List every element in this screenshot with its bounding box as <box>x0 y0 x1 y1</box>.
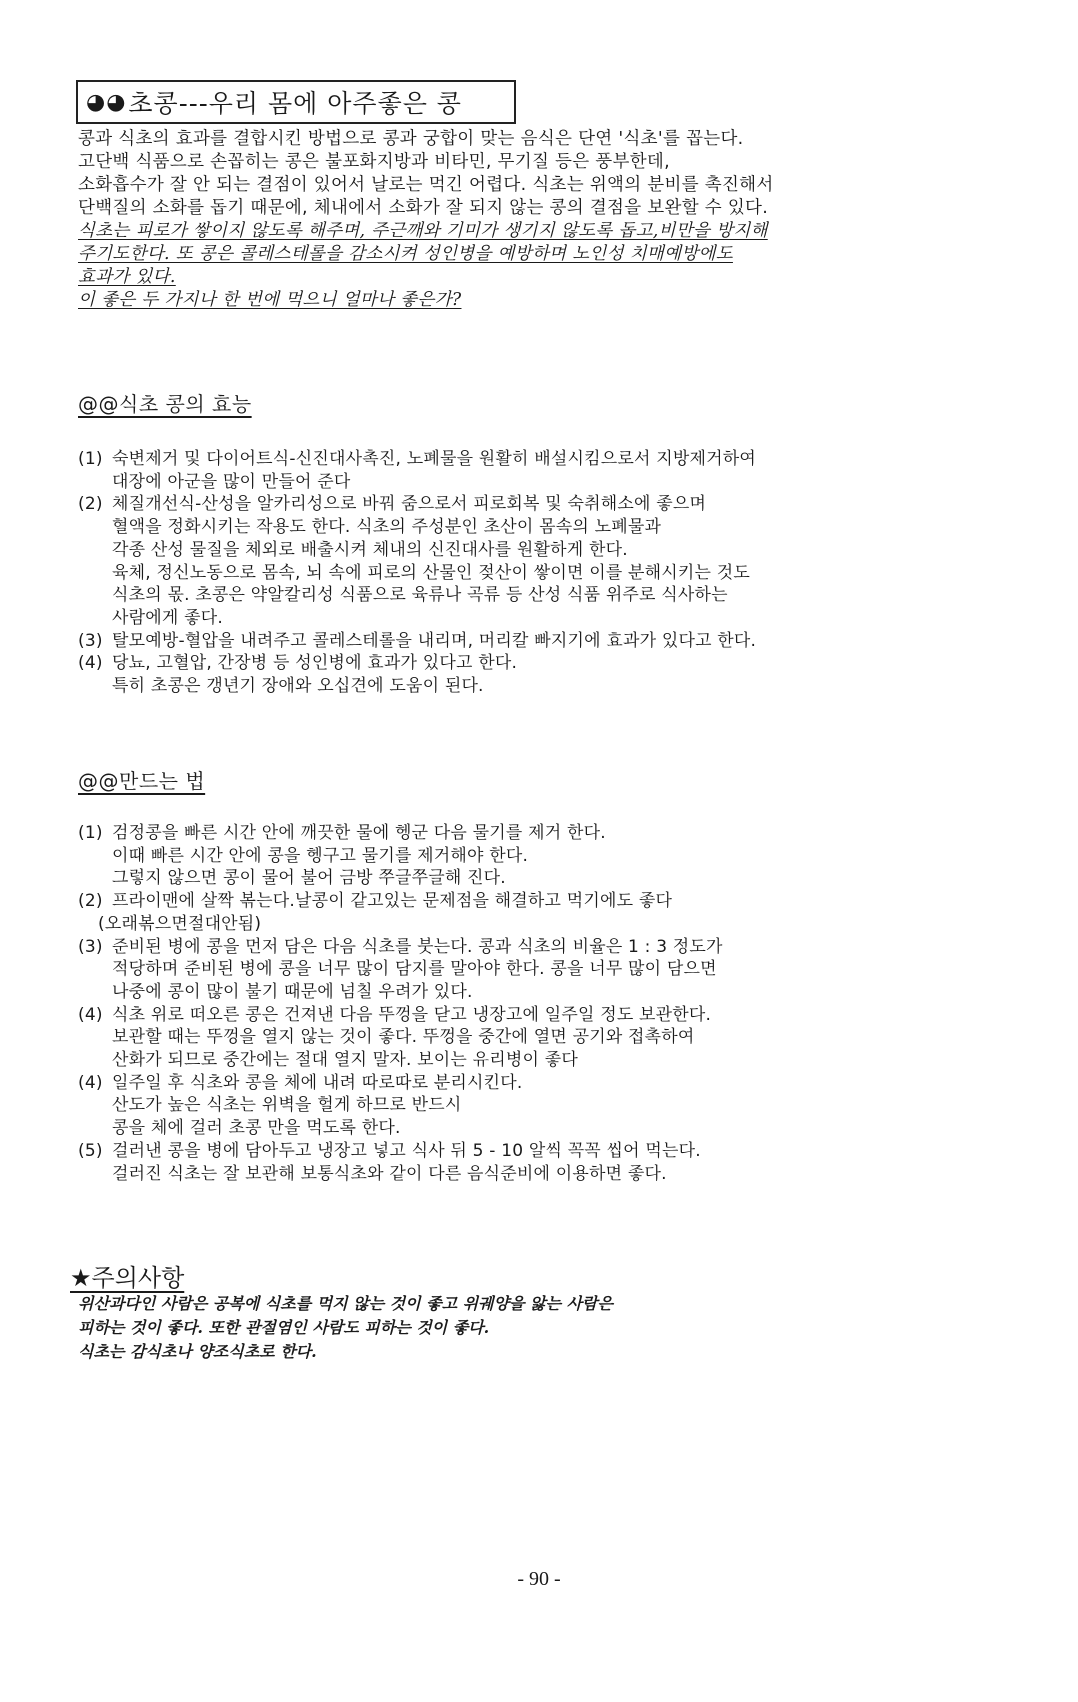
list-item: (3) 탈모예방-혈압을 내려주고 콜레스테롤을 내리며, 머리칼 빠지기에 효과가 있다고 한다. <box>78 630 757 651</box>
warning-heading: ★주의사항 <box>70 1264 185 1292</box>
smiley-icon: ◕◕ <box>86 89 127 115</box>
list-line: 이때 빠른 시간 안에 콩을 헹구고 물기를 제거해야 한다. <box>112 845 529 866</box>
list-line: 준비된 병에 콩을 먼저 담은 다음 식초를 붓는다. 콩과 식초의 비율은 1 : 3 정도가 <box>112 936 723 957</box>
list-line: 사람에게 좋다. <box>112 607 223 628</box>
warning-line: 식초는 감식초나 양조식초로 한다. <box>78 1342 317 1361</box>
list-line: 산도가 높은 식초는 위벽을 헐게 하므로 반드시 <box>112 1095 462 1116</box>
list-item: (2) 프라이맨에 살짝 볶는다.날콩이 같고있는 문제점을 해결하고 먹기에도 좋다 (오래볶으면절대안됨) <box>78 890 998 935</box>
list-line: 콩을 체에 걸러 초콩 만을 먹도록 한다. <box>112 1118 401 1139</box>
list-item: (3) 준비된 병에 콩을 먼저 담은 다음 식초를 붓는다. 콩과 식초의 비율은 1 : 3 정도가 적당하며 준비된 병에 콩을 너무 많이 담지를 말아야 한다. 콩을 너무 많이 담으면 나중에 콩이 많이 불기 때문에 넘칠 우려가 있다. <box>78 936 998 1004</box>
list-line: 걸러낸 콩을 병에 담아두고 냉장고 넣고 식사 뒤 5 - 10 알씩 꼭꼭 씹어 먹는다. <box>112 1140 701 1161</box>
list-line: 프라이맨에 살짝 볶는다.날콩이 같고있는 문제점을 해결하고 먹기에도 좋다 <box>112 891 673 912</box>
list-line: 각종 산성 물질을 체외로 배출시켜 체내의 신진대사를 원활하게 한다. <box>112 539 628 560</box>
page-number: - 90 - <box>517 1568 561 1590</box>
title-box <box>76 80 516 124</box>
warning-line: 위산과다인 사람은 공복에 식초를 먹지 않는 것이 좋고 위궤양을 앓는 사람은 <box>78 1294 613 1313</box>
list-line: 특히 초콩은 갱년기 장애와 오십견에 도움이 된다. <box>112 676 484 697</box>
list-line: 대장에 아군을 많이 만들어 준다 <box>112 471 351 492</box>
handwritten-line: 효과가 있다. <box>78 267 176 287</box>
section-heading-recipe: @@만드는 법 <box>78 769 206 793</box>
intro-line: 단백질의 소화를 돕기 때문에, 체내에서 소화가 잘 되지 않는 콩의 결점을 보완할 수 있다. <box>78 198 769 218</box>
intro-line: 소화흡수가 잘 안 되는 결점이 있어서 날로는 먹긴 어렵다. 식초는 위액의 분비를 촉진해서 <box>78 175 774 195</box>
list-line: 보관할 때는 뚜껑을 열지 않는 것이 좋다. 뚜껑을 중간에 열면 공기와 접촉하여 <box>112 1027 695 1048</box>
intro-paragraph <box>78 128 978 312</box>
list-line: 육체, 정신노동으로 몸속, 뇌 속에 피로의 산물인 젖산이 쌓이면 이를 분해시키는 것도 <box>112 562 750 583</box>
list-item: (4) 당뇨, 고혈압, 간장병 등 성인병에 효과가 있다고 한다. 특히 초콩은 갱년기 장애와 오십견에 도움이 된다. <box>78 652 998 697</box>
list-item: (4) 일주일 후 식초와 콩을 체에 내려 따로따로 분리시킨다. 산도가 높은 식초는 위벽을 헐게 하므로 반드시 콩을 체에 걸러 초콩 만을 먹도록 한다. <box>78 1072 998 1140</box>
section-heading-efficacy: @@식초 콩의 효능 <box>78 392 252 416</box>
list-item: (1) 숙변제거 및 다이어트식-신진대사촉진, 노폐물을 원활히 배설시킴으로서 지방제거하여 대장에 아군을 많이 만들어 준다 <box>78 448 998 493</box>
handwritten-line: 이 좋은 두 가지나 한 번에 먹으니 얼마나 좋은가? <box>78 290 462 310</box>
page-title: 초콩---우리 몸에 아주좋은 콩 <box>128 89 462 118</box>
list-line: 적당하며 준비된 병에 콩을 너무 많이 담지를 말아야 한다. 콩을 너무 많이 담으면 <box>112 959 717 980</box>
list-item: (2) 체질개선식-산성을 알카리성으로 바꿔 줌으로서 피로회복 및 숙취해소에 좋으며 혈액을 정화시키는 작용도 한다. 식초의 주성분인 초산이 몸속의 노폐물과 각종 산성 물질을 체외로 배출시켜 체내의 신진대사를 원활하게 한다. 육체, 정신노동으로 몸속, 뇌 속에 피로의 산물인 젖산이 쌓이면 이를 분해시키는 것도 식초의 몫. 초콩은 약알칼리성 식품으로 육류나 곡류 등 산성 식품 위주로 식사하는 사람에게 좋다. <box>78 493 998 629</box>
warning-text <box>78 1292 613 1364</box>
handwritten-line: 식초는 피로가 쌓이지 않도록 해주며, 주근깨와 기미가 생기지 않도록 돕고,비만을 방지해 <box>78 221 768 241</box>
recipe-list <box>78 822 998 1185</box>
efficacy-list <box>78 448 998 698</box>
list-line: 체질개선식-산성을 알카리성으로 바꿔 줌으로서 피로회복 및 숙취해소에 좋으며 <box>112 494 707 515</box>
list-item: (1) 검정콩을 빠른 시간 안에 깨끗한 물에 헹군 다음 물기를 제거 한다. 이때 빠른 시간 안에 콩을 헹구고 물기를 제거해야 한다. 그렇지 않으면 콩이 물어 불어 금방 쭈글쭈글해 진다. <box>78 822 998 890</box>
list-line: 산화가 되므로 중간에는 절대 열지 말자. 보이는 유리병이 좋다 <box>112 1050 578 1071</box>
list-line: 혈액을 정화시키는 작용도 한다. 식초의 주성분인 초산이 몸속의 노폐물과 <box>112 517 662 538</box>
list-line: 식초의 몫. 초콩은 약알칼리성 식품으로 육류나 곡류 등 산성 식품 위주로 식사하는 <box>112 585 728 606</box>
list-item: (4) 식초 위로 떠오른 콩은 건져낸 다음 뚜껑을 닫고 냉장고에 일주일 정도 보관한다. 보관할 때는 뚜껑을 열지 않는 것이 좋다. 뚜껑을 중간에 열면 공기와 접촉하여 산화가 되므로 중간에는 절대 열지 말자. 보이는 유리병이 좋다 <box>78 1004 998 1072</box>
list-line: 탈모예방-혈압을 내려주고 콜레스테롤을 내리며, 머리칼 빠지기에 효과가 있다고 한다. <box>112 630 757 651</box>
list-line: 걸러진 식초는 잘 보관해 보통식초와 같이 다른 음식준비에 이용하면 좋다. <box>112 1163 667 1184</box>
list-line: 일주일 후 식초와 콩을 체에 내려 따로따로 분리시킨다. <box>112 1072 523 1093</box>
warning-line: 피하는 것이 좋다. 또한 관절염인 사람도 피하는 것이 좋다. <box>78 1318 490 1337</box>
list-line: 그렇지 않으면 콩이 물어 불어 금방 쭈글쭈글해 진다. <box>112 868 506 889</box>
handwritten-line: 주기도한다. 또 콩은 콜레스테롤을 감소시켜 성인병을 예방하며 노인성 치매예방에도 <box>78 244 733 264</box>
list-line: 검정콩을 빠른 시간 안에 깨끗한 물에 헹군 다음 물기를 제거 한다. <box>112 823 606 843</box>
list-line: 당뇨, 고혈압, 간장병 등 성인병에 효과가 있다고 한다. <box>112 653 518 674</box>
list-item: (5) 걸러낸 콩을 병에 담아두고 냉장고 넣고 식사 뒤 5 - 10 알씩 꼭꼭 씹어 먹는다. 걸러진 식초는 잘 보관해 보통식초와 같이 다른 음식준비에 이용하면 좋다. <box>78 1140 998 1185</box>
list-line: 나중에 콩이 많이 불기 때문에 넘칠 우려가 있다. <box>112 981 473 1002</box>
intro-line: 콩과 식초의 효과를 결합시킨 방법으로 콩과 궁합이 맞는 음식은 단연 '식초'를 꼽는다. <box>78 129 744 149</box>
list-line: 식초 위로 떠오른 콩은 건져낸 다음 뚜껑을 닫고 냉장고에 일주일 정도 보관한다. <box>112 1004 712 1025</box>
list-line: (오래볶으면절대안됨) <box>98 913 262 934</box>
intro-line: 고단백 식품으로 손꼽히는 콩은 불포화지방과 비타민, 무기질 등은 풍부한데, <box>78 152 670 172</box>
list-line: 숙변제거 및 다이어트식-신진대사촉진, 노폐물을 원활히 배설시킴으로서 지방제거하여 <box>112 449 756 469</box>
